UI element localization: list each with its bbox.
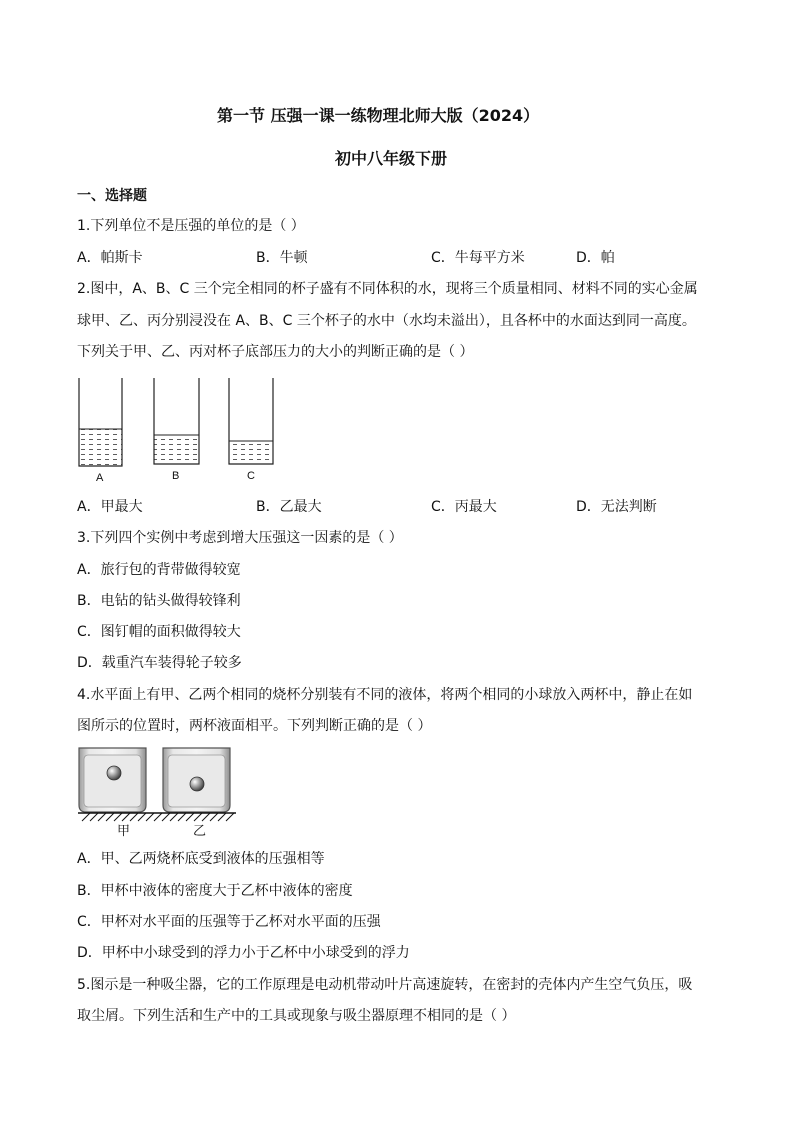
- cup-a: [79, 378, 122, 466]
- ground-hatching: [82, 813, 234, 821]
- cup-c: [229, 378, 273, 464]
- cup-b-label: B: [172, 470, 180, 482]
- beaker-yi: [163, 748, 230, 812]
- beaker-yi-label: 乙: [193, 824, 207, 839]
- q4-stem-line-1: 4.水平面上有甲、乙两个相同的烧杯分别装有不同的液体，将两个相同的小球放入两杯中，静止在如: [77, 687, 693, 703]
- q3-option-a: A．旅行包的背带做得较宽: [77, 562, 241, 578]
- q4-option-c: C．甲杯对水平面的压强等于乙杯对水平面的压强: [77, 914, 381, 930]
- q5-stem-line-2: 取尘屑。下列生活和生产中的工具或现象与吸尘器原理不相同的是（ ）: [77, 1008, 516, 1024]
- section-heading: 一、选择题: [77, 188, 147, 204]
- page-subtitle: 初中八年级下册: [335, 149, 448, 168]
- q4-beakers-figure: [76, 743, 241, 838]
- q4-option-b: B．甲杯中液体的密度大于乙杯中液体的密度: [77, 883, 353, 899]
- q4-option-a: A．甲、乙两烧杯底受到液体的压强相等: [77, 851, 325, 867]
- q3-option-b: B．电钻的钻头做得较锋利: [77, 593, 241, 609]
- q4-stem-line-2: 图所示的位置时，两杯液面相平。下列判断正确的是（ ）: [77, 718, 432, 734]
- q2-option-b: B．乙最大: [256, 499, 322, 515]
- q2-option-a: A．甲最大: [77, 499, 143, 515]
- q2-option-d: D．无法判断: [576, 499, 657, 515]
- q3-option-c: C．图钉帽的面积做得较大: [77, 624, 241, 640]
- cup-b: [154, 378, 199, 464]
- beaker-jia: [79, 748, 146, 812]
- q2-stem-line-2: 球甲、乙、丙分别浸没在 A、B、C 三个杯子的水中（水均未溢出），且各杯中的水面达到同一高度。: [77, 313, 696, 329]
- ball-jia: [107, 766, 121, 780]
- q3-stem: 3.下列四个实例中考虑到增大压强这一因素的是（ ）: [77, 530, 403, 546]
- beaker-jia-label: 甲: [117, 824, 131, 839]
- q5-stem-line-1: 5.图示是一种吸尘器，它的工作原理是电动机带动叶片高速旋转，在密封的壳体内产生空气负压，吸: [77, 977, 693, 993]
- q4-option-d: D．甲杯中小球受到的浮力小于乙杯中小球受到的浮力: [77, 945, 410, 961]
- cup-c-label: C: [247, 470, 255, 482]
- q1-option-a: A．帕斯卡: [77, 250, 143, 266]
- q3-option-d: D．载重汽车装得轮子较多: [77, 655, 242, 671]
- ball-yi: [190, 777, 204, 791]
- q2-stem-line-1: 2.图中，A、B、C 三个完全相同的杯子盛有不同体积的水，现将三个质量相同、材料不同的实心金属: [77, 281, 698, 297]
- q1-stem: 1.下列单位不是压强的单位的是（ ）: [77, 218, 305, 234]
- q2-stem-line-3: 下列关于甲、乙、丙对杯子底部压力的大小的判断正确的是（ ）: [77, 344, 474, 360]
- q1-option-d: D．帕: [576, 250, 615, 266]
- q1-option-c: C．牛每平方米: [431, 250, 525, 266]
- q2-option-c: C．丙最大: [431, 499, 497, 515]
- page-title: 第一节 压强一课一练物理北师大版（2024）: [217, 106, 540, 125]
- cup-a-label: A: [96, 472, 104, 484]
- q1-option-b: B．牛顿: [256, 250, 308, 266]
